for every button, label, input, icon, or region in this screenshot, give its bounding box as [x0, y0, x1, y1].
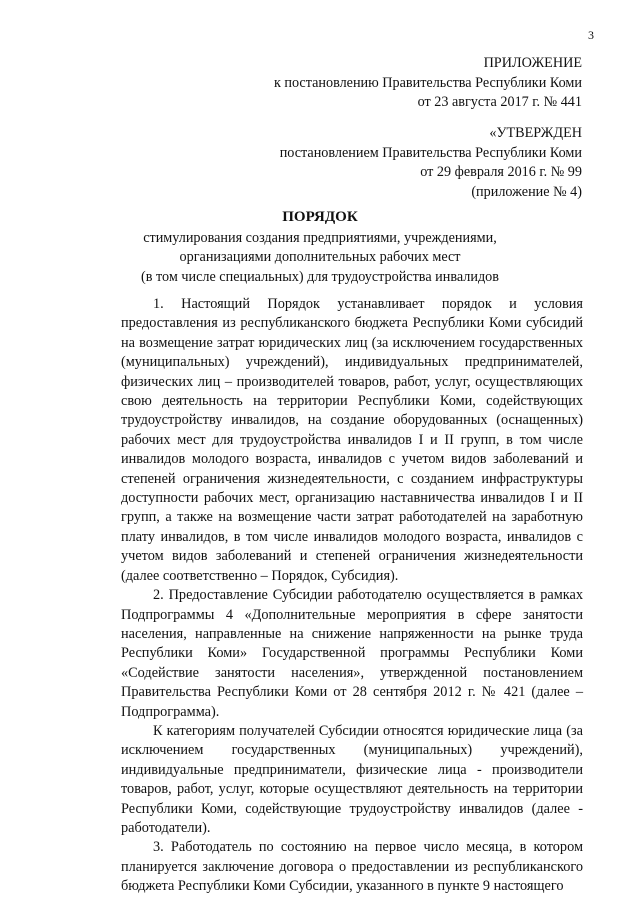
subtitle-line: организациями дополнительных рабочих мест: [179, 249, 461, 266]
paragraph-2-recipients: К категориям получателей Субсидии относятся юридические лица (за исключением государственных (муниципальных) учреждений), индивидуальные предприниматели, физические лица - производители товаров, работ, услуг, которые осуществляют деятельность на территории Республики Коми, содействующие трудоустройству инвалидов (далее - работодатели).: [121, 722, 583, 836]
appendix-to-resolution: к постановлению Правительства Республики Коми: [273, 74, 582, 91]
document-subtitle: [0, 229, 640, 287]
appendix-block: [274, 54, 582, 113]
approved-block: [280, 124, 582, 202]
approved-heading: «УТВЕРЖДЕН: [489, 125, 582, 141]
document-body: [121, 295, 583, 897]
approved-attachment-note: (приложение № 4): [471, 183, 582, 200]
appendix-heading: ПРИЛОЖЕНИЕ: [483, 55, 582, 71]
paragraph-3: 3. Работодатель по состоянию на первое число месяца, в котором планируется заключение договора о предоставлении из республиканского бюджета Республики Коми Субсидии, указанного в пункте 9 настоящего: [121, 839, 583, 895]
approved-by-resolution: постановлением Правительства Республики Коми: [279, 144, 582, 161]
page-number: 3: [588, 28, 594, 42]
approved-date: от 29 февраля 2016 г. № 99: [420, 164, 582, 180]
document-title: ПОРЯДОК: [282, 209, 358, 225]
appendix-date: от 23 августа 2017 г. № 441: [417, 94, 582, 110]
paragraph-2: 2. Предоставление Субсидии работодателю осуществляется в рамках Подпрограммы 4 «Дополнительные мероприятия в сфере занятости населения, направленные на снижение напряженности на рынке труда Республики Коми» Государственной программы Республики Коми «Содействие занятости населения», утвержденной постановлением Правительства Республики Коми от 28 сентября 2012 г. № 421 (далее – Подпрограмма).: [121, 587, 583, 720]
subtitle-line: (в том числе специальных) для трудоустройства инвалидов: [141, 268, 499, 285]
subtitle-line: стимулирования создания предприятиями, учреждениями,: [143, 230, 497, 246]
paragraph-1: 1. Настоящий Порядок устанавливает порядок и условия предоставления из республиканского бюджета Республики Коми субсидий на возмещение затрат юридических лиц (за исключением государственных (муниципальных) учреждений), индивидуальных предпринимателей, физических лиц – производителей товаров, работ, услуг, осуществляющих свою деятельность на территории Республики Коми, содействующих трудоустройству инвалидов, на создание оборудованных (оснащенных) рабочих мест для трудоустройства инвалидов I и II групп, в том числе инвалидов молодого возраста, инвалидов с учетом видов заболеваний и степеней ограничения жизнедеятельности, с созданием инфраструктуры доступности рабочих мест, организацию наставничества инвалидов I и II групп, а также на возмещение части затрат работодателей на заработную плату инвалидов, в том числе инвалидов молодого возраста, инвалидов с учетом видов заболеваний и степеней ограничения жизнедеятельности (далее соответственно – Порядок, Субсидия).: [121, 296, 583, 584]
